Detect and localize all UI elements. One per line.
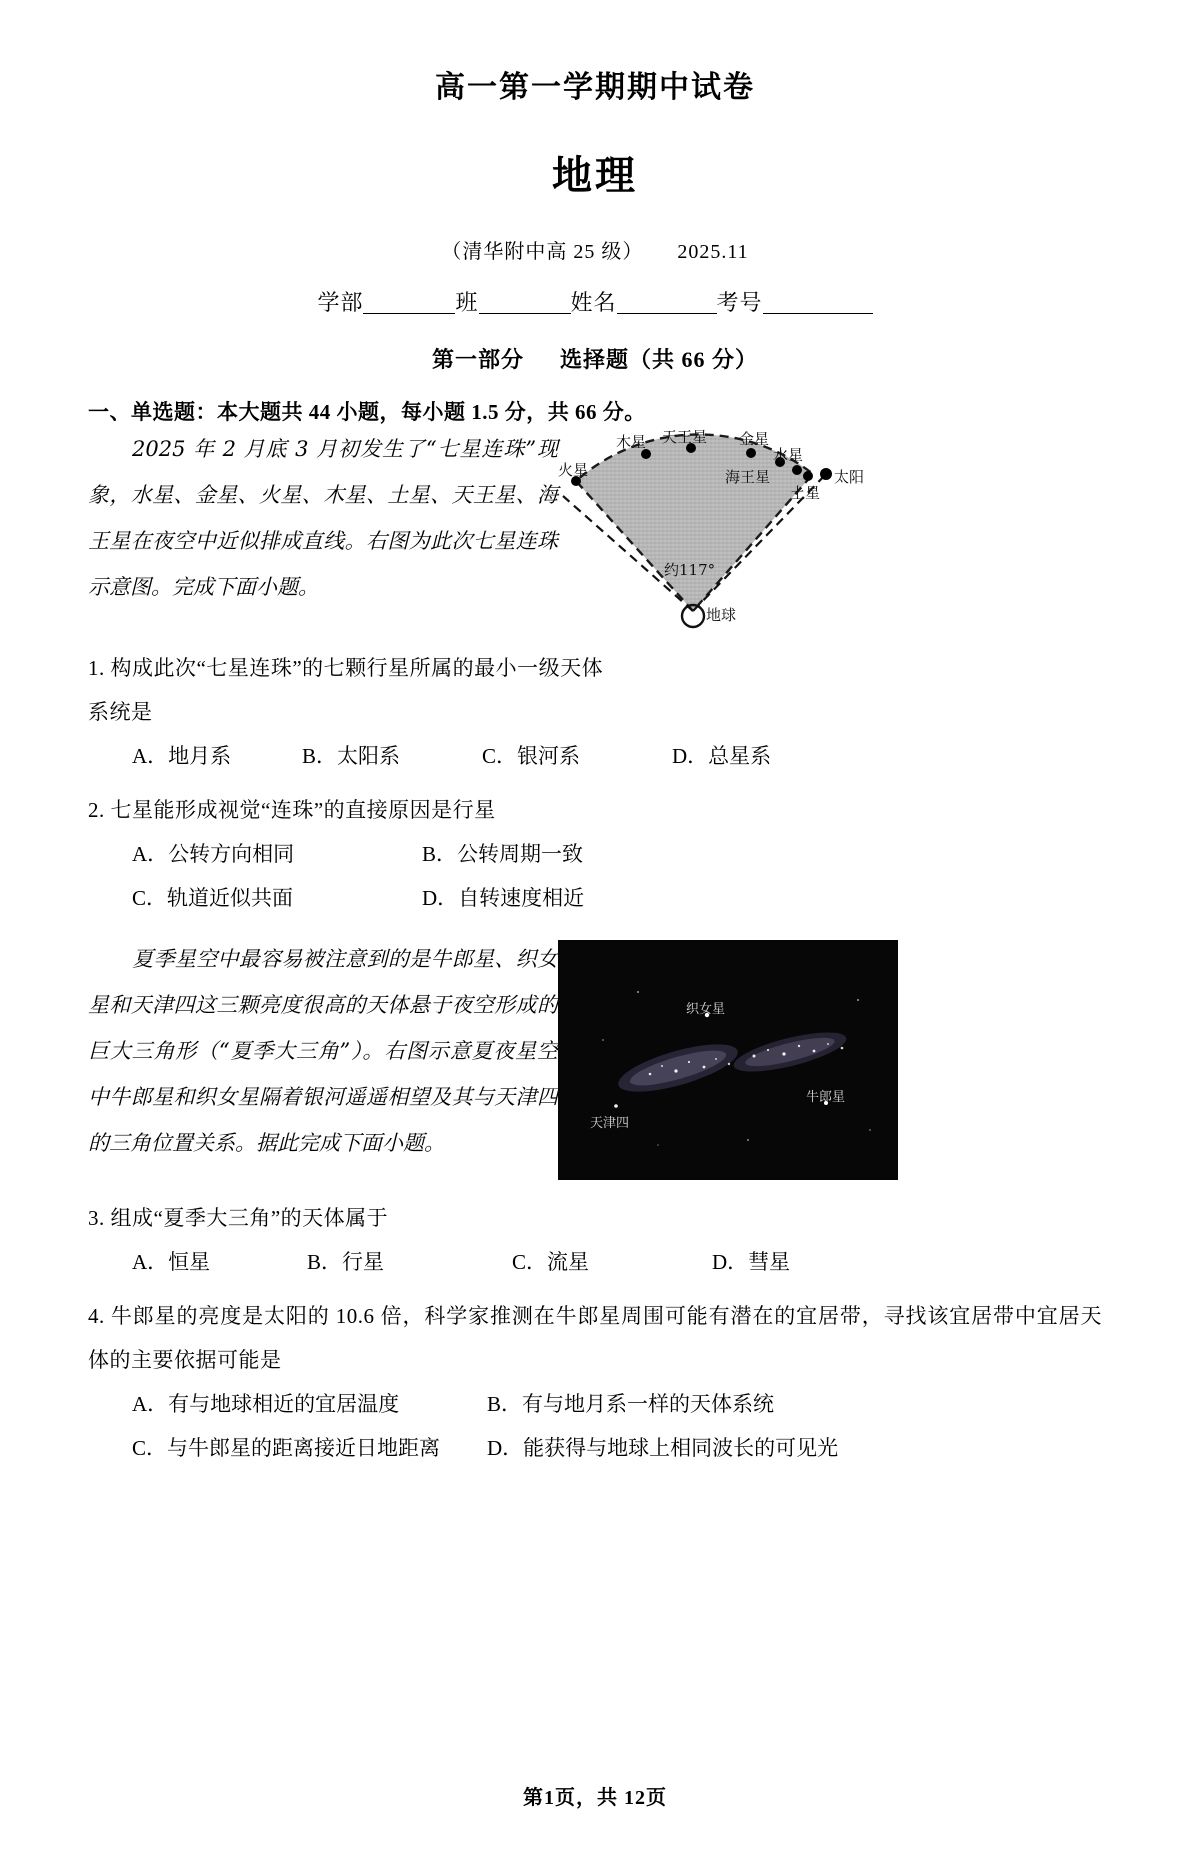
option-4-C-key: C．	[132, 1436, 168, 1460]
name-label: 姓名	[570, 290, 617, 315]
option-4-A-text: 有与地球相近的宜居温度	[168, 1392, 400, 1416]
option-1-C-key: C．	[482, 744, 518, 768]
question-4-options-row-1	[132, 1382, 1102, 1426]
option-2-A[interactable]	[132, 832, 422, 876]
question-1	[88, 646, 608, 734]
department-label: 学部	[317, 290, 364, 315]
footer-page-text: 第1页，共	[523, 1787, 618, 1809]
question-1-number: 1.	[88, 656, 105, 680]
section-instruction: 一、单选题：本大题共 44 小题，每小题 1.5 分，共 66 分。	[88, 400, 646, 424]
option-3-A[interactable]	[132, 1240, 307, 1284]
option-1-D[interactable]	[672, 734, 771, 778]
option-3-A-key: A．	[132, 1250, 169, 1274]
question-4	[88, 1294, 1102, 1382]
option-1-B-key: B．	[302, 744, 338, 768]
passage-2-text: 夏季星空中最容易被注意到的是牛郎星、织女星和天津四这三颗亮度很高的天体悬于夜空形成的巨大三角形（“夏季大三角”）。右图示意夏夜星空中牛郎星和织女星隔着银河遥遥相望及其与天津四的三角位置关系。据此完成下面小题。	[88, 947, 558, 1155]
option-1-A-text: 地月系	[168, 744, 232, 768]
question-1-options	[132, 734, 1102, 778]
option-2-D-text: 自转速度相近	[458, 886, 585, 910]
passage-1-text: 2025 年 2 月底 3 月初发生了“七星连珠”现象，水星、金星、火星、木星、土星、天王星、海王星在夜空中近似排成直线。右图为此次七星连珠示意图。完成下面小题。	[88, 437, 558, 599]
question-4-number: 4.	[88, 1304, 105, 1328]
option-2-B-key: B．	[422, 842, 458, 866]
label-mars: 火星	[558, 461, 589, 479]
department-field[interactable]	[363, 291, 455, 314]
option-4-D-text: 能获得与地球上相同波长的可见光	[523, 1436, 839, 1460]
question-2-options-row-2	[132, 876, 1102, 920]
planet-dot-venus	[746, 448, 756, 458]
label-angle: 约117°	[664, 561, 716, 579]
option-3-A-text: 恒星	[168, 1250, 211, 1274]
page-title: 高一第一学期期中试卷	[435, 70, 755, 105]
question-2-stem: 七星能形成视觉“连珠”的直接原因是行星	[110, 798, 496, 822]
exam-content	[88, 426, 1102, 1470]
option-2-A-text: 公转方向相同	[168, 842, 295, 866]
question-2-number: 2.	[88, 798, 105, 822]
label-jupiter: 木星	[616, 433, 647, 451]
label-neptune: 海王星	[725, 468, 771, 486]
label-saturn: 土星	[790, 484, 821, 502]
question-3-options	[132, 1240, 1102, 1284]
question-3-stem: 组成“夏季大三角”的天体属于	[110, 1206, 389, 1230]
label-altair: 牛郎星	[806, 1090, 846, 1105]
option-1-A-key: A．	[132, 744, 169, 768]
option-4-D[interactable]	[487, 1426, 838, 1470]
planet-dot-neptune	[792, 465, 802, 475]
label-sun: 太阳	[834, 468, 865, 486]
planet-dot-saturn	[803, 471, 813, 481]
passage-2	[88, 936, 558, 1166]
class-label: 班	[455, 290, 479, 315]
option-2-B-text: 公转周期一致	[457, 842, 584, 866]
option-3-D-text: 彗星	[748, 1250, 791, 1274]
footer-total-pages: 12页	[624, 1787, 667, 1809]
school-grade-line	[0, 235, 1190, 264]
school-grade-text: （清华附中高 25 级）	[441, 241, 644, 263]
label-deneb: 天津四	[590, 1116, 630, 1131]
student-info-line	[0, 286, 1190, 317]
question-3-number: 3.	[88, 1206, 105, 1230]
exam-no-field[interactable]	[763, 291, 873, 314]
label-vega: 织女星	[686, 1002, 726, 1017]
option-1-C[interactable]	[482, 734, 672, 778]
summer-triangle-photo	[558, 940, 898, 1180]
option-4-B-text: 有与地月系一样的天体系统	[522, 1392, 775, 1416]
label-mercury: 水星	[773, 446, 804, 464]
seven-planet-alignment-figure	[558, 426, 908, 636]
option-4-B-key: B．	[487, 1392, 523, 1416]
question-4-stem: 牛郎星的亮度是太阳的 10.6 倍，科学家推测在牛郎星周围可能有潜在的宜居带，寻找该宜居带中宜居天体的主要依据可能是	[88, 1304, 1102, 1372]
label-venus: 金星	[739, 430, 770, 448]
class-field[interactable]	[479, 291, 571, 314]
option-1-C-text: 银河系	[517, 744, 581, 768]
option-2-C[interactable]	[132, 876, 422, 920]
night-sky-svg	[558, 940, 898, 1180]
option-2-D[interactable]	[422, 876, 584, 920]
option-3-C-text: 流星	[547, 1250, 590, 1274]
page-footer	[0, 1781, 1190, 1810]
option-3-B-text: 行星	[342, 1250, 385, 1274]
part-heading	[0, 343, 1190, 374]
question-2-options-row-1	[132, 832, 1102, 876]
option-3-D[interactable]	[712, 1240, 790, 1284]
option-2-D-key: D．	[422, 886, 459, 910]
option-1-A[interactable]	[132, 734, 302, 778]
option-3-B-key: B．	[307, 1250, 343, 1274]
option-1-B[interactable]	[302, 734, 482, 778]
exam-date: 2025.11	[677, 241, 749, 263]
part-type-label: 选择题（共 66 分）	[560, 347, 759, 372]
option-2-C-key: C．	[132, 886, 168, 910]
question-1-stem: 构成此次“七星连珠”的七颗行星所属的最小一级天体系统是	[88, 656, 604, 724]
passage-1	[88, 426, 558, 610]
name-field[interactable]	[617, 291, 717, 314]
option-4-D-key: D．	[487, 1436, 524, 1460]
option-3-C-key: C．	[512, 1250, 548, 1274]
option-4-A[interactable]	[132, 1382, 487, 1426]
subject-title: 地理	[552, 152, 638, 199]
option-4-A-key: A．	[132, 1392, 169, 1416]
option-2-C-text: 轨道近似共面	[167, 886, 294, 910]
question-2	[88, 788, 1102, 832]
part-label: 第一部分	[431, 347, 524, 372]
option-3-D-key: D．	[712, 1250, 749, 1274]
option-3-B[interactable]	[307, 1240, 512, 1284]
exam-no-label: 考号	[716, 290, 763, 315]
option-1-D-text: 总星系	[708, 744, 772, 768]
option-1-D-key: D．	[672, 744, 709, 768]
option-4-C-text: 与牛郎星的距离接近日地距离	[167, 1436, 441, 1460]
option-2-A-key: A．	[132, 842, 169, 866]
option-4-B[interactable]	[487, 1382, 774, 1426]
question-4-options-row-2	[132, 1426, 1102, 1470]
option-2-B[interactable]	[422, 832, 583, 876]
label-earth: 地球	[706, 606, 737, 624]
option-1-B-text: 太阳系	[337, 744, 401, 768]
label-uranus: 天王星	[662, 428, 708, 446]
option-3-C[interactable]	[512, 1240, 712, 1284]
option-4-C[interactable]	[132, 1426, 487, 1470]
question-3	[88, 1196, 1102, 1240]
planet-dot-sun	[820, 468, 832, 480]
